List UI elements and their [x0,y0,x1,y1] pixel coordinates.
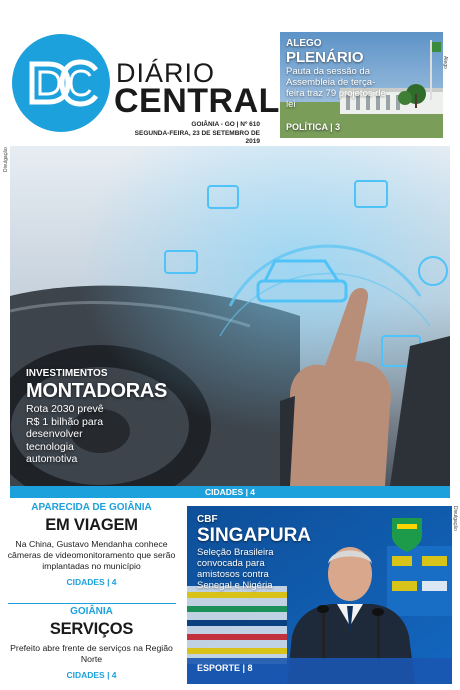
left-story-2-description: Prefeito abre frente de serviços na Região Norte [10,643,173,664]
top-story-text [286,38,386,110]
main-story-section[interactable]: CIDADES | 4 [10,486,450,498]
left-story-1-kicker: APARECIDA DE GOIÂNIA [31,502,152,513]
main-photo-credit: Divulgação [3,147,9,172]
main-story-kicker: INVESTIMENTOS [26,368,108,379]
top-story-description: Pauta da sessão da Assembleia de terça-feira traz 79 projetos de lei [286,66,386,110]
sport-story-description: Seleção Brasileira convocada para amistosos contra Senegal e Nigéria [197,547,274,591]
sport-story-section[interactable]: ESPORTE | 8 [197,663,253,673]
left-story-2-title: SERVIÇOS [49,620,134,638]
top-story-photo-credit: Alego [442,56,448,69]
top-story-section[interactable]: POLÍTICA | 3 [286,122,341,132]
left-story-1[interactable] [0,502,183,587]
column-divider [8,603,176,604]
logo-mark [12,34,110,132]
brand-name-line2: CENTRAL [114,82,280,120]
left-story-2[interactable] [0,606,183,680]
main-story-card[interactable] [10,146,450,486]
top-story-card[interactable] [280,32,443,138]
sport-story-kicker: CBF [197,514,218,525]
top-story-title: PLENÁRIO [286,49,364,66]
top-story-kicker: ALEGO [286,38,322,49]
left-story-1-description: Na China, Gustavo Mendanha conhece câmeras de videomonitoramento que serão implantadas no município [7,539,176,571]
left-story-1-title: EM VIAGEM [45,516,138,534]
brand-name-line1: DIÁRIO [116,58,216,88]
issue-date: SEGUNDA-FEIRA, 23 DE SETEMBRO DE 2019 [134,129,260,145]
masthead [0,0,460,145]
left-column [0,500,183,690]
main-story-description: Rota 2030 prevê R$ 1 bilhão para desenvolver tecnologia automotiva [26,403,104,465]
main-story-title: MONTADORAS [26,380,168,402]
left-story-2-kicker: GOIÂNIA [70,606,113,617]
sport-story-title: SINGAPURA [197,525,312,546]
sport-story-card[interactable] [187,506,452,684]
sport-photo-credit: Divulgação [452,506,458,531]
sport-story-text [197,514,311,591]
city-issue: GOIÂNIA - GO | Nº 610 [191,121,260,128]
left-story-1-section[interactable]: CIDADES | 4 [66,577,117,587]
left-story-2-section[interactable]: CIDADES | 4 [66,670,117,680]
main-story-text [26,368,167,466]
logo [12,34,110,132]
